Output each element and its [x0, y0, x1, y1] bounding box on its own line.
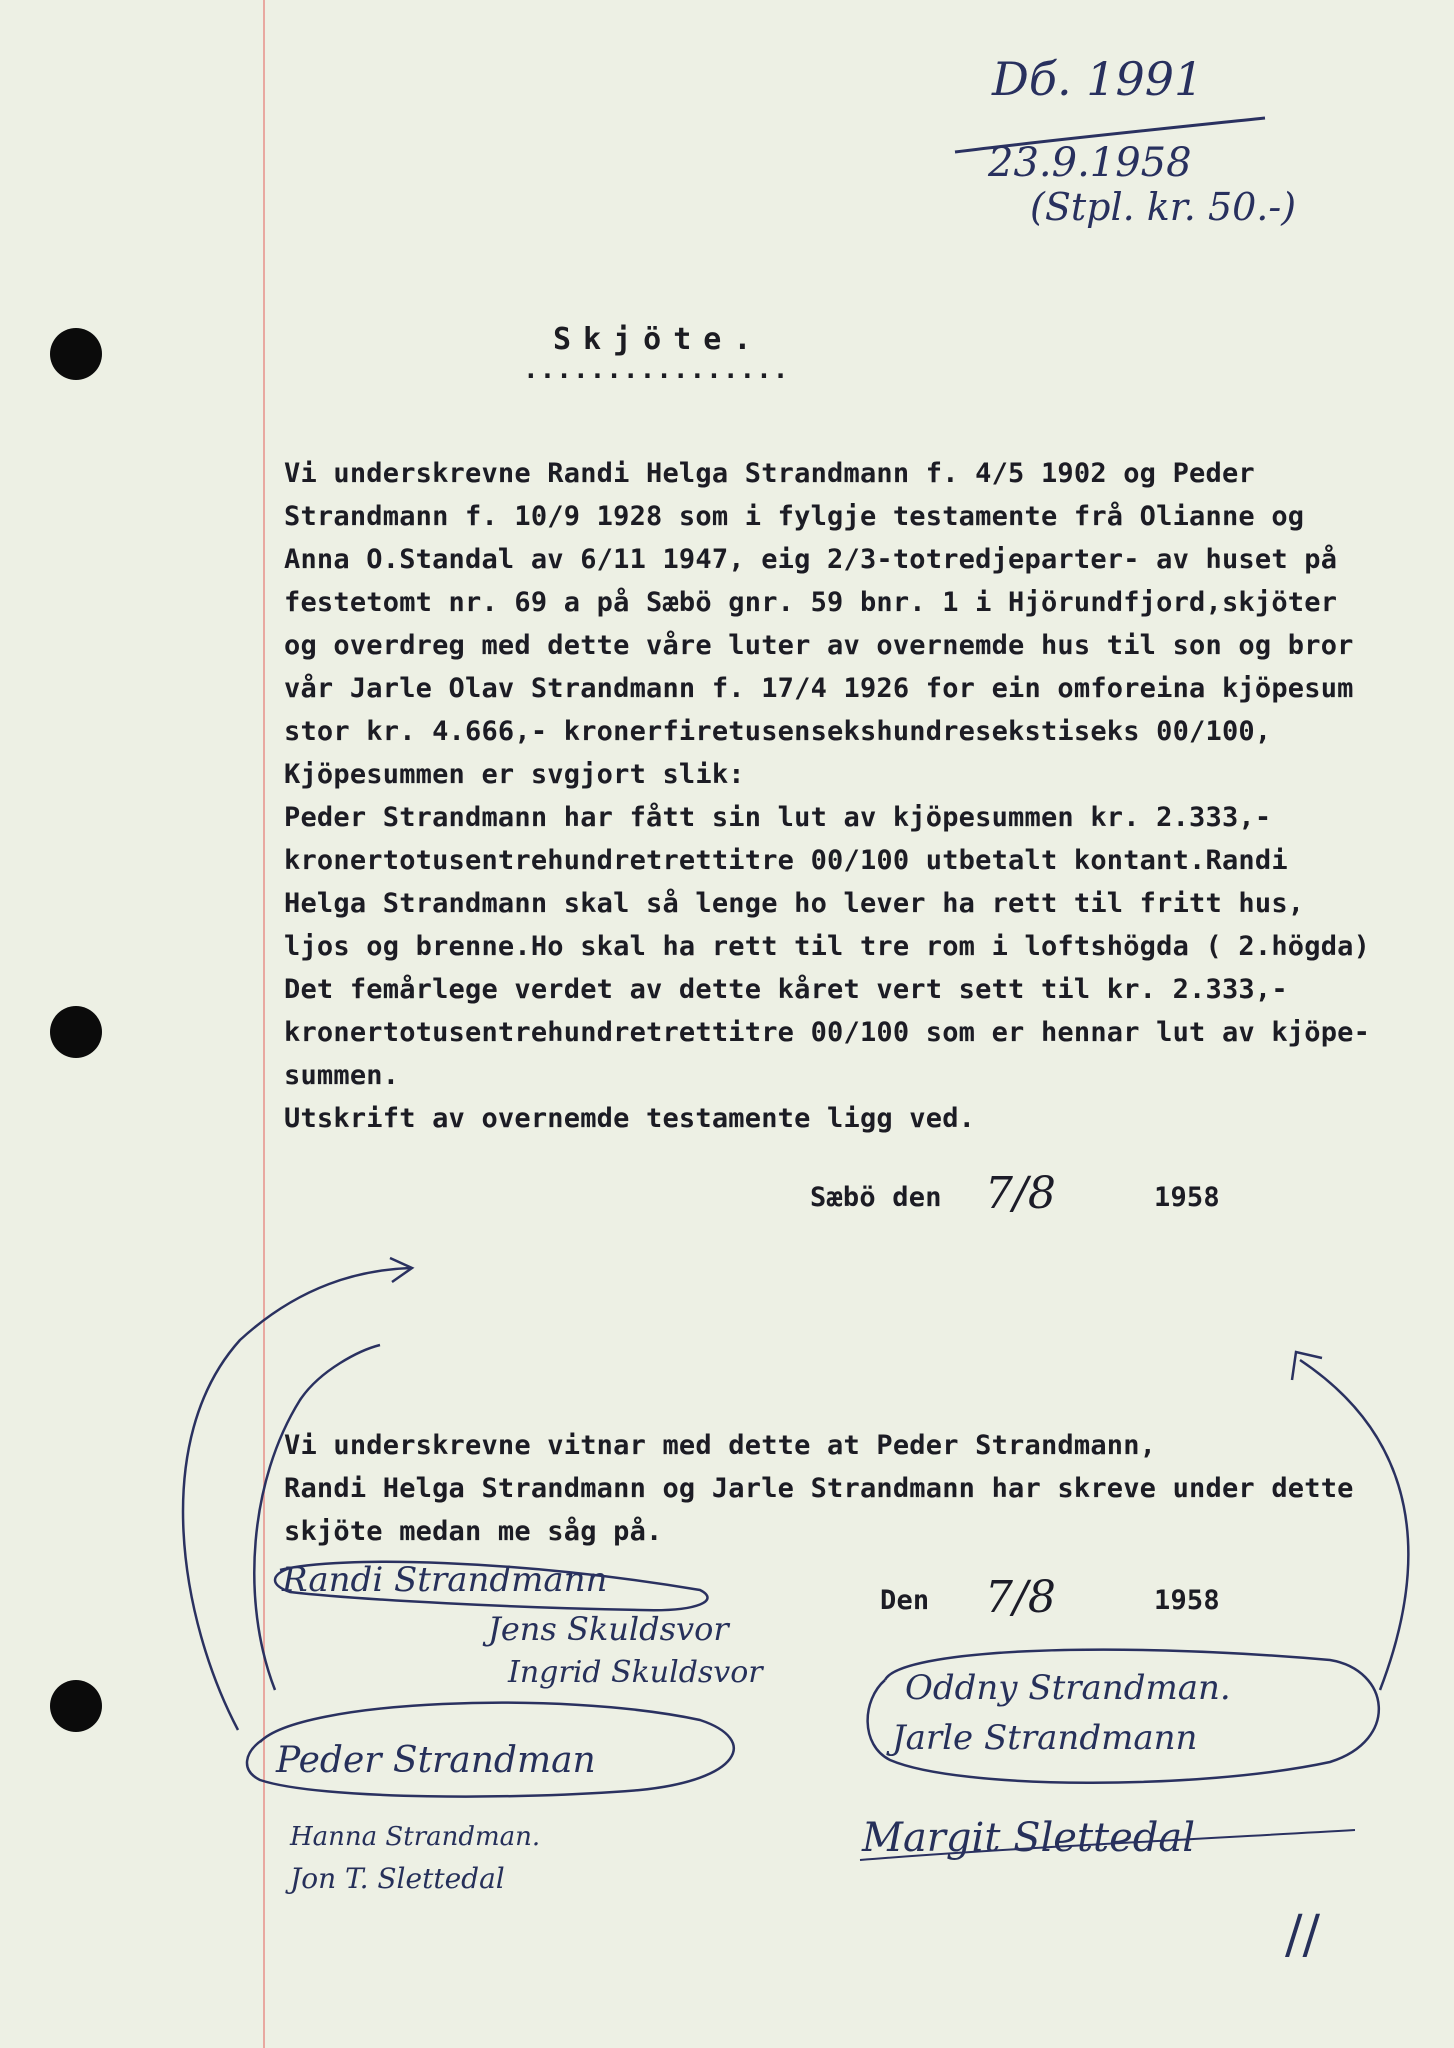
body-line: vår Jarle Olav Strandmann f. 17/4 1926 for ein omforeina kjöpesum	[284, 673, 1354, 704]
body-line: Vi underskrevne Randi Helga Strandmann f. 4/5 1902 og Peder	[284, 458, 1255, 489]
arrow-left-outer	[183, 1268, 410, 1730]
witness-line: Randi Helga Strandmann og Jarle Strandmann har skreve under dette	[284, 1473, 1354, 1504]
body-line: kronertotusentrehundretrettitre 00/100 utbetalt kontant.Randi	[284, 845, 1288, 876]
header-ref: Dб. 1991	[992, 52, 1204, 106]
body-line: Strandmann f. 10/9 1928 som i fylgje testamente frå Olianne og	[284, 501, 1305, 532]
second-year: 1958	[1154, 1585, 1220, 1616]
margit-underline	[860, 1830, 1355, 1860]
signature-jon: Jon T. Slettedal	[290, 1862, 505, 1895]
second-date-label: Den	[880, 1585, 930, 1616]
signature-randi: Randi Strandmann	[282, 1560, 608, 1600]
body-line: Anna O.Standal av 6/11 1947, eig 2/3-totredjeparter- av huset på	[284, 544, 1338, 575]
signature-oddny: Oddny Strandman.	[905, 1668, 1231, 1708]
witness-line: skjöte medan me såg på.	[284, 1516, 663, 1547]
signature-jens: Jens Skuldsvor	[488, 1610, 729, 1648]
signature-margit: Margit Slettedal	[862, 1815, 1196, 1861]
body-line: Det femårlege verdet av dette kåret vert sett til kr. 2.333,-	[284, 974, 1288, 1005]
circle-peder	[247, 1703, 734, 1797]
header-date: 23.9.1958	[988, 140, 1192, 186]
body-line: Peder Strandmann har fått sin lut av kjöpesummen kr. 2.333,-	[284, 802, 1272, 833]
body-line: ljos og brenne.Ho skal ha rett til tre rom i loftshögda ( 2.högda)	[284, 931, 1371, 962]
signature-peder: Peder Strandman	[276, 1740, 596, 1781]
body-line: Utskrift av overnemde testamente ligg ved.	[284, 1103, 976, 1134]
document-title: Skjöte.	[553, 322, 764, 357]
witness-line: Vi underskrevne vitnar med dette at Peder Strandmann,	[284, 1430, 1157, 1461]
body-line: Kjöpesummen er svgjort slik:	[284, 759, 745, 790]
body-line: stor kr. 4.666,- kronerfiretusensekshundresekstiseks 00/100,	[284, 716, 1272, 747]
header-note: (Stpl. kr. 50.-)	[1030, 185, 1297, 229]
body-line: Helga Strandmann skal så lenge ho lever ha rett til fritt hus,	[284, 888, 1305, 919]
signature-ingrid: Ingrid Skuldsvor	[508, 1655, 763, 1690]
signature-hanna: Hanna Strandman.	[290, 1822, 541, 1852]
place-day-month: 7/8	[985, 1168, 1056, 1219]
place-label: Sæbö den	[810, 1182, 942, 1213]
body-line: festetomt nr. 69 a på Sæbö gnr. 59 bnr. 1 i Hjörundfjord,skjöter	[284, 587, 1338, 618]
circle-randi	[275, 1562, 708, 1610]
header-underline	[955, 118, 1265, 152]
arrow-left-inner	[254, 1345, 380, 1690]
body-line: og overdreg med dette våre luter av overnemde hus til son og bror	[284, 630, 1354, 661]
arrow-right	[1300, 1360, 1408, 1690]
body-line: summen.	[284, 1060, 400, 1091]
signature-jarle: Jarle Strandmann	[892, 1718, 1198, 1758]
body-line: kronertotusentrehundretrettitre 00/100 som er hennar lut av kjöpe-	[284, 1017, 1371, 1048]
title-underline: ................	[523, 355, 790, 385]
second-day-month: 7/8	[985, 1572, 1056, 1623]
circle-oddny-jarle	[868, 1650, 1379, 1783]
ditto-mark: //	[1285, 1905, 1321, 1965]
place-year: 1958	[1154, 1182, 1220, 1213]
